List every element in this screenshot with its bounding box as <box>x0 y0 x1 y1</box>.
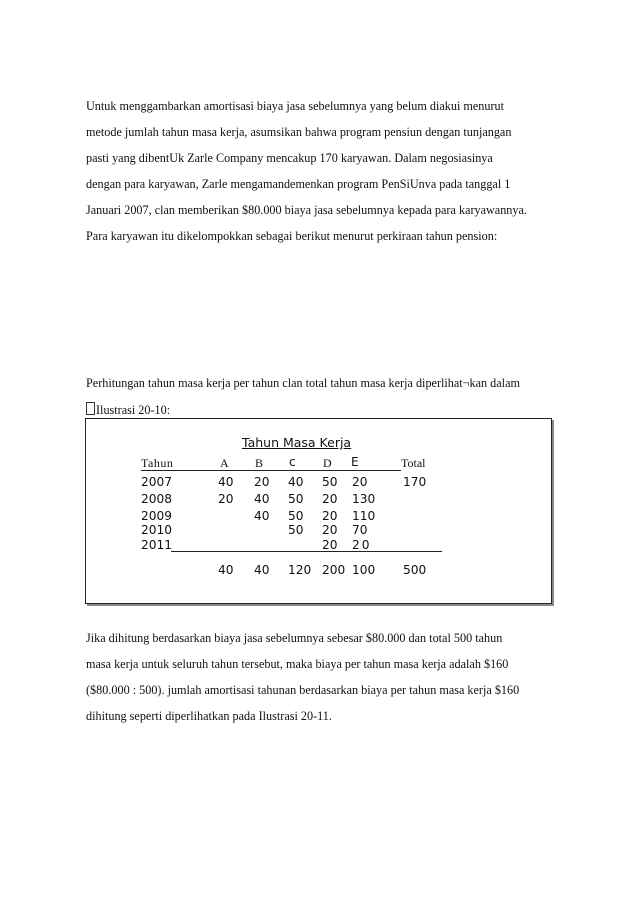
table-cell: 170 <box>403 475 427 489</box>
table-cell: 2011 <box>141 538 173 552</box>
table-cell: 20 <box>322 509 338 523</box>
text-line: Para karyawan itu dikelompokkan sebagai berikut menurut perkiraan tahun pension: <box>86 229 498 243</box>
table-title: Tahun Masa Kerja <box>242 435 352 450</box>
text-line: dihitung seperti diperlihatkan pada Ilustrasi 20-11. <box>86 709 332 723</box>
table-cell: 2010 <box>141 523 173 537</box>
text-line: Untuk menggambarkan amortisasi biaya jasa sebelumnya yang belum diakui menurut <box>86 99 504 113</box>
table-cell: 50 <box>322 475 338 489</box>
text-line: metode jumlah tahun masa kerja, asumsikan bahwa program pensiun dengan tunjangan <box>86 125 512 139</box>
total-cell: 200 <box>322 563 346 577</box>
total-cell: 100 <box>352 563 376 577</box>
table-cell: 40 <box>218 475 234 489</box>
table-cell: 20 <box>322 523 338 537</box>
table-cell: 20 <box>322 492 338 506</box>
table-cell: 110 <box>352 509 376 523</box>
col-header-tahun: Tahun <box>141 456 174 470</box>
col-header-a: A <box>220 456 229 470</box>
table-cell: 40 <box>254 509 270 523</box>
table-cell: 20 <box>352 538 372 552</box>
sum-rule <box>171 551 442 552</box>
header-underline <box>141 470 401 471</box>
table-cell: 130 <box>352 492 376 506</box>
col-header-e: E <box>351 455 359 469</box>
grand-total-cell: 500 <box>403 563 427 577</box>
text-line: dengan para karyawan, Zarle mengamandemenkan program PenSiUnva pada tanggal 1 <box>86 177 511 191</box>
text-line: masa kerja untuk seluruh tahun tersebut, maka biaya per tahun masa kerja adalah $160 <box>86 657 509 671</box>
text-line: ($80.000 : 500). jumlah amortisasi tahunan berdasarkan biaya per tahun masa kerja $160 <box>86 683 520 697</box>
total-cell: 40 <box>218 563 234 577</box>
col-header-total: Total <box>401 456 426 470</box>
table-cell: 50 <box>288 492 304 506</box>
text-line: Jika dihitung berdasarkan biaya jasa sebelumnya sebesar $80.000 dan total 500 tahun <box>86 631 503 645</box>
text-line: Januari 2007, clan memberikan $80.000 biaya jasa sebelumnya kepada para karyawannya. <box>86 203 527 217</box>
table-cell: 2007 <box>141 475 173 489</box>
table-cell: 50 <box>288 509 304 523</box>
illustration-table <box>85 418 552 604</box>
table-cell: 20 <box>322 538 338 552</box>
col-header-d: D <box>323 456 332 470</box>
text-line: Perhitungan tahun masa kerja per tahun clan total tahun masa kerja diperlihat¬kan dalam <box>86 376 520 390</box>
table-cell: 50 <box>288 523 304 537</box>
missing-glyph-box-icon <box>86 402 95 415</box>
col-header-b: B <box>255 456 264 470</box>
text-line: pasti yang dibentUk Zarle Company mencakup 170 karyawan. Dalam negosiasinya <box>86 151 493 165</box>
table-cell: 20 <box>218 492 234 506</box>
table-cell: 2009 <box>141 509 173 523</box>
table-cell: 20 <box>254 475 270 489</box>
table-cell: 2008 <box>141 492 173 506</box>
illustration-label: Ilustrasi 20-10: <box>96 403 171 417</box>
col-header-c: c <box>289 455 296 469</box>
text-line <box>86 402 170 418</box>
table-cell: 70 <box>352 523 368 537</box>
table-cell: 40 <box>288 475 304 489</box>
total-cell: 120 <box>288 563 312 577</box>
table-cell: 40 <box>254 492 270 506</box>
total-cell: 40 <box>254 563 270 577</box>
table-cell: 20 <box>352 475 368 489</box>
